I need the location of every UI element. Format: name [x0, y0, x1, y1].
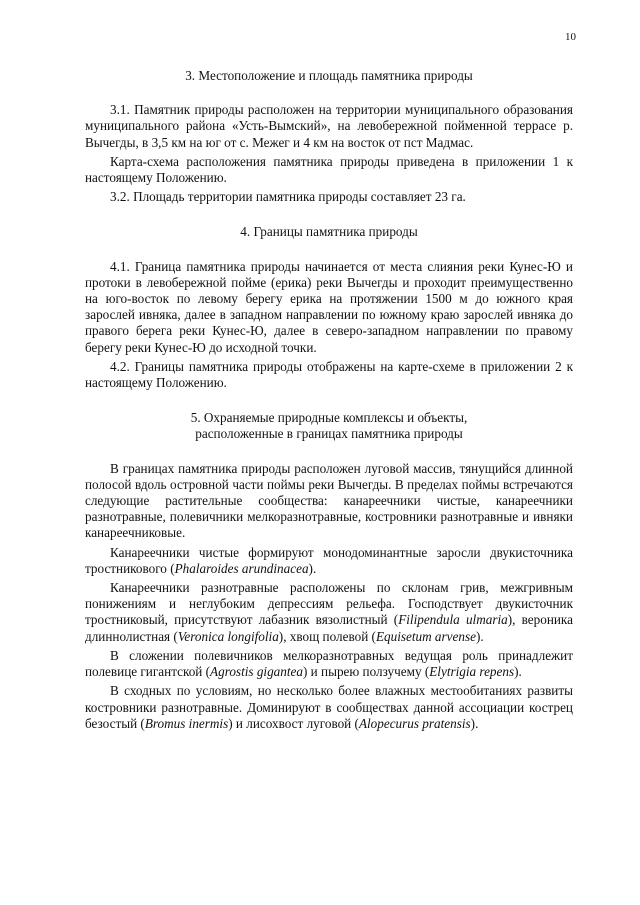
- paragraph: [85, 359, 573, 391]
- section-heading: 3. Местоположение и площадь памятника природы: [185, 68, 473, 83]
- paragraph: [85, 648, 573, 680]
- page-number: 10: [565, 31, 576, 43]
- section-gap: [85, 208, 573, 224]
- paragraph: [85, 259, 573, 356]
- section-heading: 5. Охраняемые природные комплексы и объекты, расположенные в границах памятника природы: [190, 410, 468, 442]
- paragraph: [85, 461, 573, 542]
- text-run: ).: [308, 560, 317, 576]
- paragraph: [85, 102, 573, 151]
- text-run: ).: [514, 664, 522, 680]
- text-run: В сходных по условиям, но несколько более влажных местообитаниях развиты костровники разнотравные. Доминируют в сообществах данной ассоциации кострец безостый (: [85, 683, 573, 731]
- paragraph: [85, 154, 573, 186]
- paragraph: [85, 580, 573, 645]
- latin-name: Phalaroides arundinacea: [174, 560, 309, 576]
- latin-name: Filipendula ulmaria: [398, 612, 508, 628]
- text-run: 3.1. Памятник природы расположен на территории муниципального образования муниципального района «Усть-Вымский», на левобережной пойменной террасе р. Вычегды, в 3,5 км на юг от с. Межег и 4 км на восток от пст Мадмас.: [85, 102, 573, 150]
- text-run: ), вероника длиннолистная (: [85, 612, 573, 644]
- latin-name: Elytrigia repens: [429, 664, 515, 680]
- latin-name: Bromus inermis: [144, 715, 229, 731]
- latin-name: Equisetum arvense: [375, 628, 476, 644]
- section-heading: 4. Границы памятника природы: [240, 224, 418, 240]
- paragraph: [85, 189, 573, 205]
- text-run: Карта-схема расположения памятника природы приведена в приложении 1 к настоящему Положению.: [85, 153, 573, 186]
- text-run: ) и лисохвост луговой (: [228, 715, 359, 731]
- paragraph: [85, 545, 573, 577]
- latin-name: Veronica longifolia: [177, 628, 279, 644]
- document-body: [85, 68, 573, 735]
- text-run: ).: [470, 715, 479, 731]
- text-run: ).: [475, 628, 484, 644]
- latin-name: Alopecurus pratensis: [358, 715, 471, 731]
- latin-name: Agrostis gigantea: [210, 664, 303, 680]
- text-run: ) и пырею ползучему (: [302, 664, 430, 680]
- text-run: 4.2. Границы памятника природы отображены на карте-схеме в приложении 2 к настоящему Положению.: [85, 358, 573, 391]
- text-run: 4.1. Граница памятника природы начинается от места слияния реки Кунес-Ю и протоки в левобережной пойме (ерика) реки Вычегды и проходит преимущественно на юго-восток по левому берегу ерика на протяжении 1500 м до южного края зарослей ивняка, далее в западном направлении по южному краю зарослей ивняка до правого берега реки Кунес-Ю, далее в северо-западном направлении по правому берегу реки Кунес-Ю до исходной точки.: [85, 258, 573, 355]
- text-run: В сложении полевичников мелкоразнотравных ведущая роль принадлежит полевице гигантской (: [85, 647, 573, 680]
- text-run: Канареечники разнотравные расположены по склонам грив, межгривным понижениям и неглубоким депрессиям рельефа. Господствует двукисточник тростниковый, присутствуют лабазник вязолистный (: [85, 580, 573, 628]
- paragraph: [85, 683, 573, 732]
- text-run: В границах памятника природы расположен луговой массив, тянущийся длинной полосой вдоль островной части поймы реки Вычегды. В пределах поймы встречаются следующие растительные сообщества: канареечники чистые, канареечники разнотравные, полевичники мелкоразнотравные, костровники разнотравные и ивняки канареечниковые.: [85, 460, 573, 541]
- text-run: ), хвощ полевой (: [278, 628, 376, 644]
- section-gap: [85, 394, 573, 410]
- text-run: 3.2. Площадь территории памятника природы составляет 23 га.: [110, 189, 466, 205]
- text-run: Канареечники чистые формируют монодоминантные заросли двукисточника тростникового (: [85, 544, 573, 576]
